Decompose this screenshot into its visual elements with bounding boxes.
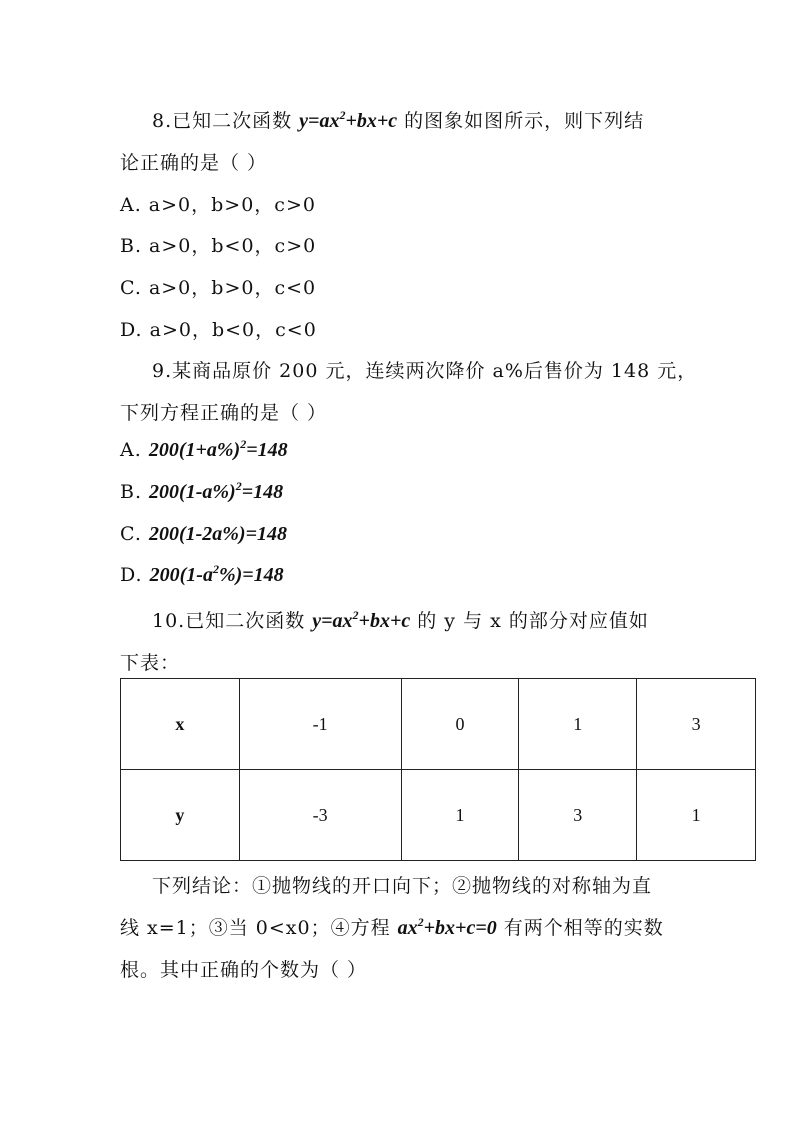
table-cell: 3 — [637, 679, 756, 770]
q8-stem-line1 — [152, 106, 644, 133]
table-cell: -1 — [239, 679, 401, 770]
q10-conclusions-line3: 根。其中正确的个数为（ ） — [120, 959, 368, 981]
q8-option-c: C. a>0，b>0，c<0 — [120, 277, 317, 299]
q9-option-a: A. $200(1+a\%)^2=148$ — [120, 437, 288, 461]
q8-prefix: 8.已知二次函数 — [152, 110, 300, 132]
table-header-y: y — [121, 770, 240, 861]
table-cell: 1 — [519, 679, 637, 770]
q8-option-d: D. a>0，b<0，c<0 — [120, 319, 317, 341]
q10-stem-line2: 下表： — [120, 652, 181, 674]
table-cell: 1 — [401, 770, 519, 861]
table-row — [121, 770, 756, 861]
q8-option-b: B. a>0，b<0，c>0 — [120, 235, 317, 257]
q10-equation-2: $ax^2+bx+c=0$ — [397, 915, 497, 939]
table-row — [121, 679, 756, 770]
table-cell: 1 — [637, 770, 756, 861]
q9-option-c: C. 200(1-2a%)=148 — [120, 523, 287, 545]
q8-suffix: 的图象如图所示，则下列结 — [397, 110, 645, 132]
q10-stem-line1: 10.已知二次函数 $y=ax^2+bx+c$ 的 y 与 x 的部分对应值如 — [152, 608, 649, 632]
q8-option-a: A. a>0，b>0，c>0 — [120, 194, 316, 216]
q10-conclusions-line2: 线 x=1；③当 0<x0；④方程 $ax^2+bx+c=0$ 有两个相等的实数 — [120, 915, 664, 939]
q9-stem-line2: 下列方程正确的是（ ） — [120, 402, 328, 424]
q10-equation: $y=ax^2+bx+c$ — [312, 608, 411, 632]
q10-conclusions-line1: 下列结论：①抛物线的开口向下；②抛物线的对称轴为直 — [152, 875, 653, 897]
q8-stem-line2: 论正确的是（ ） — [120, 152, 268, 174]
table-cell: -3 — [239, 770, 401, 861]
table-cell: 0 — [401, 679, 519, 770]
q8-equation: $y=ax^2+bx+c$ — [299, 108, 398, 132]
table-cell: 3 — [519, 770, 637, 861]
table-header-x: x — [121, 679, 240, 770]
q9-stem-line1: 9.某商品原价 200 元，连续两次降价 a%后售价为 148 元， — [152, 360, 698, 382]
q9-option-b: B. $200(1-a\%)^2=148$ — [120, 479, 284, 503]
value-table — [120, 678, 756, 861]
q9-option-d: D. $200(1-a^2\%)=148$ — [120, 562, 284, 586]
